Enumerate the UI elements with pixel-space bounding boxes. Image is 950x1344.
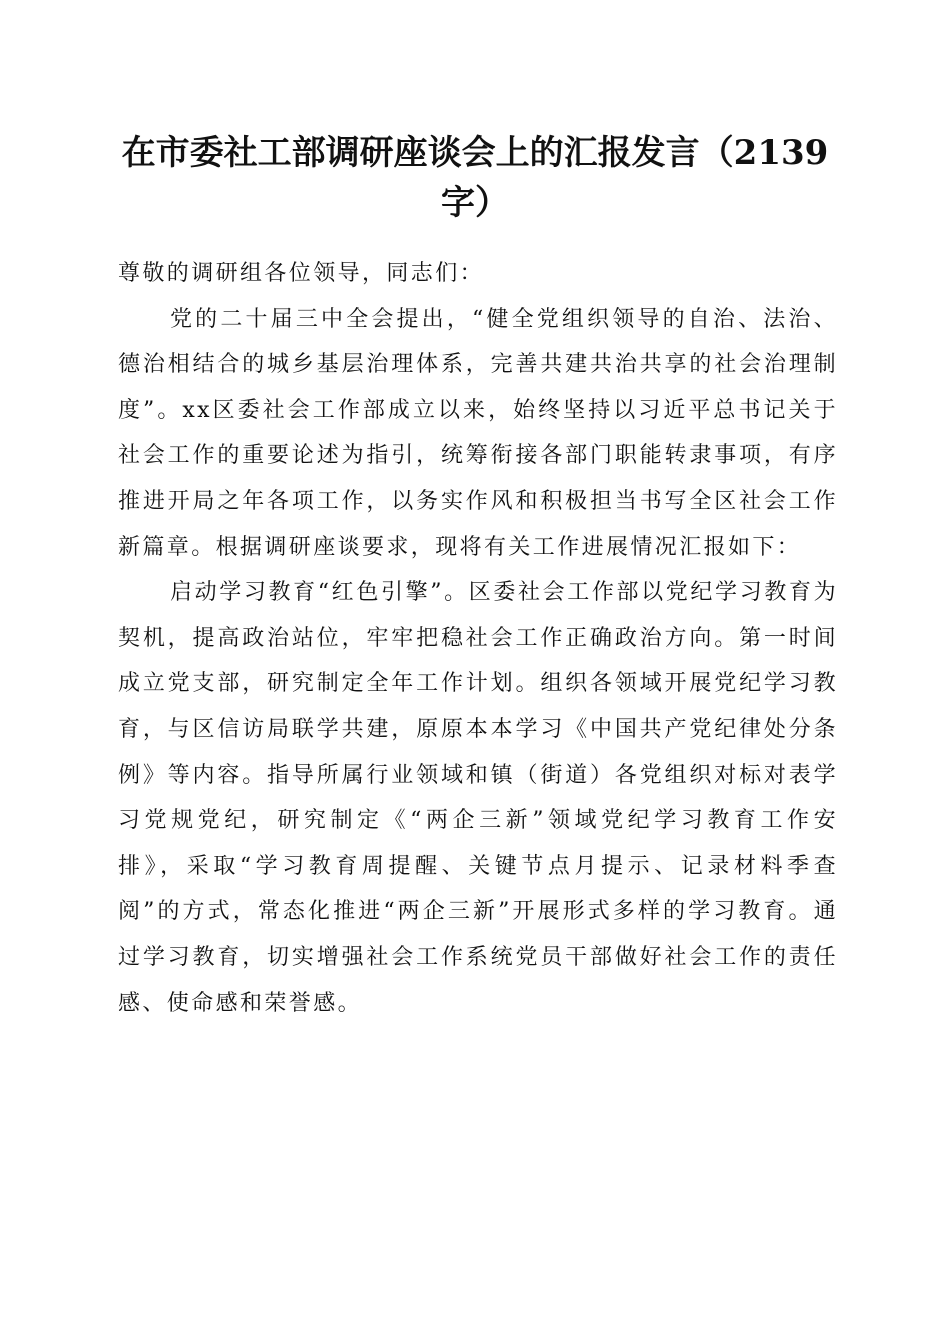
paragraph-intro: 党的二十届三中全会提出，“健全党组织领导的自治、法治、德治相结合的城乡基层治理体系，完善共建共治共享的社会治理制度”。xx区委社会工作部成立以来，始终坚持以习近平总书记关于社会工作的重要论述为指引，统筹衔接各部门职能转隶事项，有序推进开局之年各项工作，以务实作风和积极担当书写全区社会工作新篇章。根据调研座谈要求，现将有关工作进展情况汇报如下： [118,306,838,560]
paragraph-study-education: 启动学习教育“红色引擎”。区委社会工作部以党纪学习教育为契机，提高政治站位，牢牢把稳社会工作正确政治方向。第一时间成立党支部，研究制定全年工作计划。组织各领域开展党纪学习教育，与区信访局联学共建，原原本本学习《中国共产党纪律处分条例》等内容。指导所属行业领域和镇（街道）各党组织对标对表学习党规党纪，研究制定《“两企三新”领域党纪学习教育工作安排》，采取“学习教育周提醒、关键节点月提示、记录材料季查阅”的方式，常态化推进“两企三新”开展形式多样的学习教育。通过学习教育，切实增强社会工作系统党员干部做好社会工作的责任感、使命感和荣誉感。 [118,580,838,1016]
document-body [118,251,838,1026]
salutation: 尊敬的调研组各位领导，同志们： [118,261,485,286]
document-title: 在市委社工部调研座谈会上的汇报发言（2139字） [121,133,829,223]
